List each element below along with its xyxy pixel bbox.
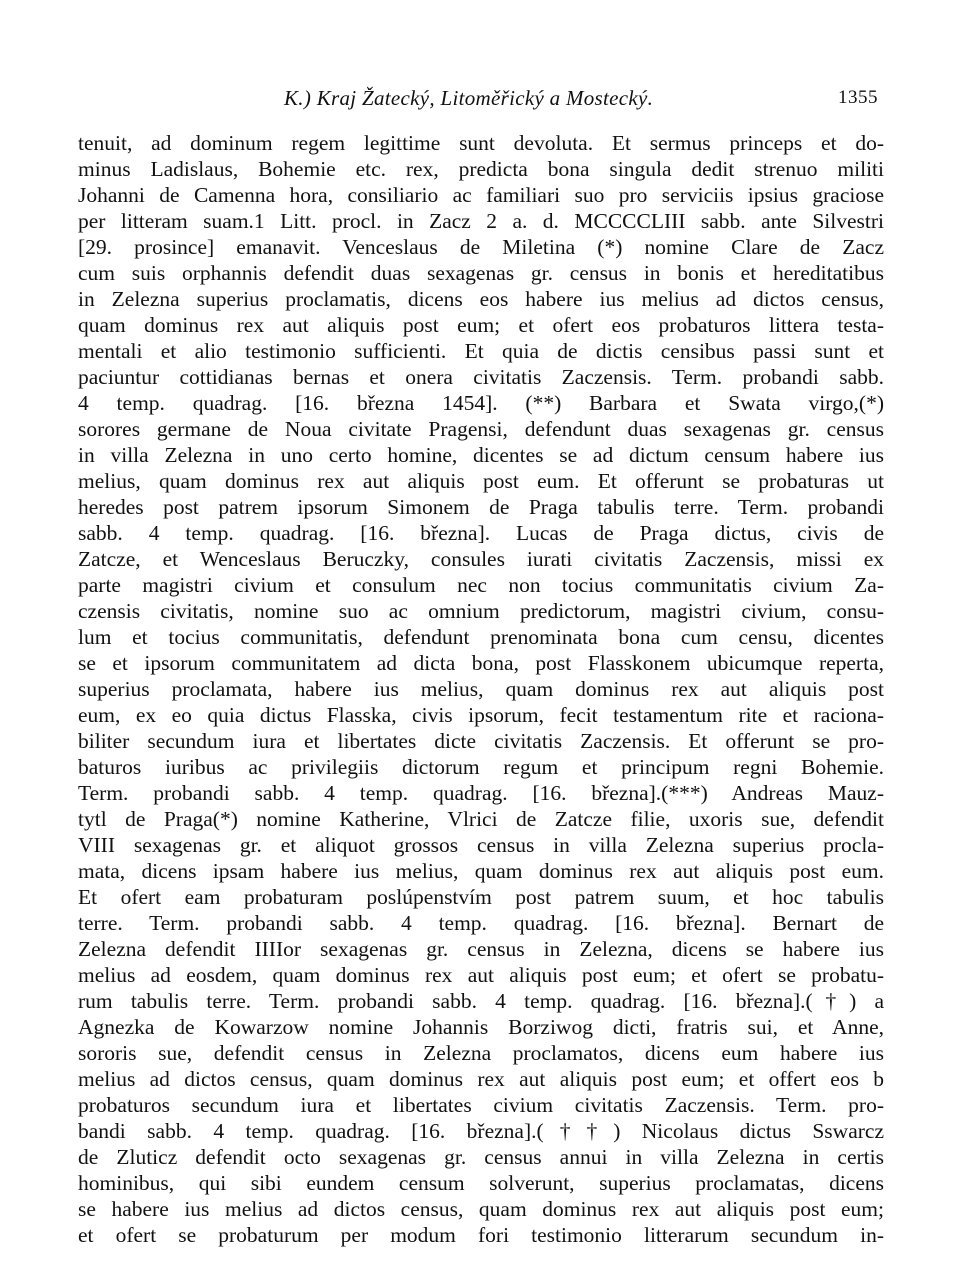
text-line: terre. Term. probandi sabb. 4 temp. quadrag. [16. března]. Bernart de xyxy=(78,911,884,935)
text-line: heredes post patrem ipsorum Simonem de Praga tabulis terre. Term. probandi xyxy=(78,495,884,519)
text-line: lum et tocius communitatis, defendunt prenominata bona cum censu, dicentes xyxy=(78,625,884,649)
text-line: eum, ex eo quia dictus Flasska, civis ipsorum, fecit testamentum rite et raciona- xyxy=(78,703,884,727)
text-line: melius ad dictos census, quam dominus rex aut aliquis post eum; et offert eos b xyxy=(78,1067,884,1091)
text-line: sororis sue, defendit census in Zelezna proclamatos, dicens eum habere ius xyxy=(78,1041,884,1065)
text-line: et ofert se probaturum per modum fori testimonio litterarum secundum in- xyxy=(78,1223,884,1247)
text-line: sabb. 4 temp. quadrag. [16. března]. Lucas de Praga dictus, civis de xyxy=(78,521,884,545)
text-line: parte magistri civium et consulum nec non tocius communitatis civium Za- xyxy=(78,573,884,597)
running-title: K.) Kraj Žatecký, Litoměřický a Mostecký. xyxy=(284,86,654,110)
text-line: paciuntur cottidianas bernas et onera civitatis Zaczensis. Term. probandi sabb. xyxy=(78,365,884,389)
text-line: rum tabulis terre. Term. probandi sabb. 4 temp. quadrag. [16. března].(†) a xyxy=(78,989,884,1013)
text-line: Zelezna defendit IIIIor sexagenas gr. census in Zelezna, dicens se habere ius xyxy=(78,937,884,961)
text-line: tenuit, ad dominum regem legittime sunt devoluta. Et sermus princeps et do- xyxy=(78,131,884,155)
text-line: mata, dicens ipsam habere ius melius, quam dominus rex aut aliquis post eum. xyxy=(78,859,884,883)
text-line: melius ad eosdem, quam dominus rex aut aliquis post eum; et ofert se probatu- xyxy=(78,963,884,987)
page-number: 1355 xyxy=(838,87,878,108)
page-header xyxy=(78,86,880,116)
text-line: in villa Zelezna in uno certo homine, dicentes se ad dictum censum habere ius xyxy=(78,443,884,467)
text-line: in Zelezna superius proclamatis, dicens eos habere ius melius ad dictos census, xyxy=(78,287,884,311)
text-line: minus Ladislaus, Bohemie etc. rex, predicta bona singula dedit strenuo militi xyxy=(78,157,884,181)
text-line: czensis civitatis, nomine suo ac omnium predictorum, magistri civium, consu- xyxy=(78,599,884,623)
text-line: se habere ius melius ad dictos census, quam dominus rex aut aliquis post eum; xyxy=(78,1197,884,1221)
text-line: cum suis orphannis defendit duas sexagenas gr. census in bonis et hereditatibus xyxy=(78,261,884,285)
text-line: sorores germane de Noua civitate Pragensi, defendunt duas sexagenas gr. census xyxy=(78,417,884,441)
text-line: quam dominus rex aut aliquis post eum; et ofert eos probaturos littera testa- xyxy=(78,313,884,337)
text-line: probaturos secundum iura et libertates civium civitatis Zaczensis. Term. pro- xyxy=(78,1093,884,1117)
text-line: biliter secundum iura et libertates dicte civitatis Zaczensis. Et offerunt se pro- xyxy=(78,729,884,753)
text-line: VIII sexagenas gr. et aliquot grossos census in villa Zelezna superius procla- xyxy=(78,833,884,857)
text-line: [29. prosince] emanavit. Venceslaus de Miletina (*) nomine Clare de Zacz xyxy=(78,235,884,259)
text-line: per litteram suam.1 Litt. procl. in Zacz 2 a. d. MCCCCLIII sabb. ante Silvestri xyxy=(78,209,884,233)
text-line: Agnezka de Kowarzow nomine Johannis Borziwog dicti, fratris sui, et Anne, xyxy=(78,1015,884,1039)
text-line: Johanni de Camenna hora, consiliario ac familiari suo pro serviciis ipsius graciose xyxy=(78,183,884,207)
text-line: Zatcze, et Wenceslaus Beruczky, consules iurati civitatis Zaczensis, missi ex xyxy=(78,547,884,571)
text-line: tytl de Praga(*) nomine Katherine, Vlrici de Zatcze filie, uxoris sue, defendit xyxy=(78,807,884,831)
text-line: 4 temp. quadrag. [16. března 1454]. (**) Barbara et Swata virgo,(*) xyxy=(78,391,884,415)
text-line: se et ipsorum communitatem ad dicta bona, post Flasskonem ubicumque reperta, xyxy=(78,651,884,675)
text-line: superius proclamata, habere ius melius, quam dominus rex aut aliquis post xyxy=(78,677,884,701)
text-line: de Zluticz defendit octo sexagenas gr. census annui in villa Zelezna in certis xyxy=(78,1145,884,1169)
text-line: Term. probandi sabb. 4 temp. quadrag. [16. března].(***) Andreas Mauz- xyxy=(78,781,884,805)
text-line: bandi sabb. 4 temp. quadrag. [16. března].(††) Nicolaus dictus Sswarcz xyxy=(78,1119,884,1143)
text-line: melius, quam dominus rex aut aliquis post eum. Et offerunt se probaturas ut xyxy=(78,469,884,493)
text-line: baturos iuribus ac privilegiis dictorum regum et principum regni Bohemie. xyxy=(78,755,884,779)
text-line: Et ofert eam probaturam poslúpenstvím post patrem suum, et hoc tabulis xyxy=(78,885,884,909)
text-line: mentali et alio testimonio sufficienti. Et quia de dictis censibus passi sunt et xyxy=(78,339,884,363)
body-text xyxy=(78,130,884,1248)
text-line: hominibus, qui sibi eundem censum solverunt, superius proclamatas, dicens xyxy=(78,1171,884,1195)
